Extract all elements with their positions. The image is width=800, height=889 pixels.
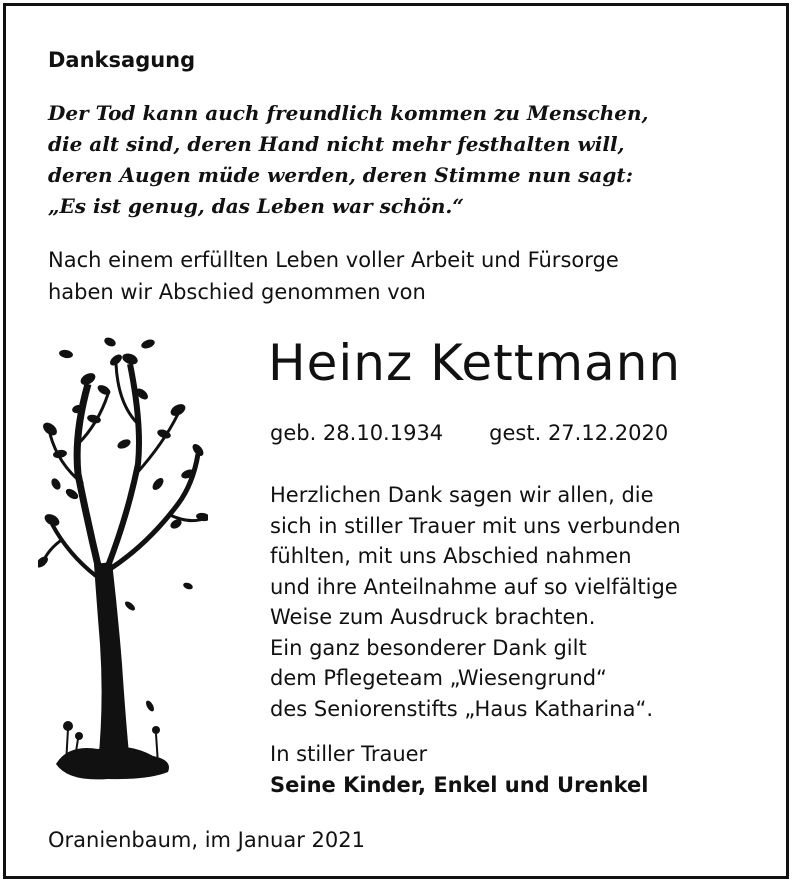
thanks-line: sich in stiller Trauer mit uns verbunden <box>270 513 681 538</box>
intro-text <box>48 244 619 308</box>
intro-line: Nach einem erfüllten Leben voller Arbeit und Fürsorge <box>48 248 619 272</box>
thanks-line: Weise zum Ausdruck brachten. <box>270 605 596 629</box>
thanks-line: Ein ganz besonderer Dank gilt <box>270 635 587 660</box>
poem-line: „Es ist genug, das Leben war schön.“ <box>48 194 464 218</box>
thanks-line: Herzlichen Dank sagen wir allen, die <box>270 483 654 507</box>
place-date-footer: Oranienbaum, im Januar 2021 <box>48 828 365 852</box>
deceased-name: Heinz Kettmann <box>268 334 682 392</box>
signers: Seine Kinder, Enkel und Urenkel <box>270 773 649 797</box>
thanks-line: und ihre Anteilnahme auf so vielfältige <box>270 574 678 599</box>
mourning-block <box>270 739 648 801</box>
birth-date: geb. 28.10.1934 <box>270 421 444 445</box>
thanks-line: des Seniorenstifts „Haus Katharina“. <box>270 696 653 721</box>
mourning-line: In stiller Trauer <box>270 742 428 766</box>
tree-with-falling-leaves-icon <box>38 324 208 784</box>
thanks-text <box>270 480 681 724</box>
thanks-line: fühlten, mit uns Abschied nahmen <box>270 544 632 568</box>
poem-line: die alt sind, deren Hand nicht mehr festhalten will, <box>48 132 625 156</box>
poem <box>48 98 649 222</box>
notice-heading: Danksagung <box>48 48 196 72</box>
poem-line: deren Augen müde werden, deren Stimme nun sagt: <box>48 163 633 187</box>
thanks-line: dem Pflegeteam „Wiesengrund“ <box>270 666 607 690</box>
obituary-notice <box>3 3 789 879</box>
life-dates <box>270 421 668 445</box>
death-date: gest. 27.12.2020 <box>489 421 669 445</box>
poem-line: Der Tod kann auch freundlich kommen zu Menschen, <box>48 101 649 125</box>
intro-line: haben wir Abschied genommen von <box>48 280 426 304</box>
